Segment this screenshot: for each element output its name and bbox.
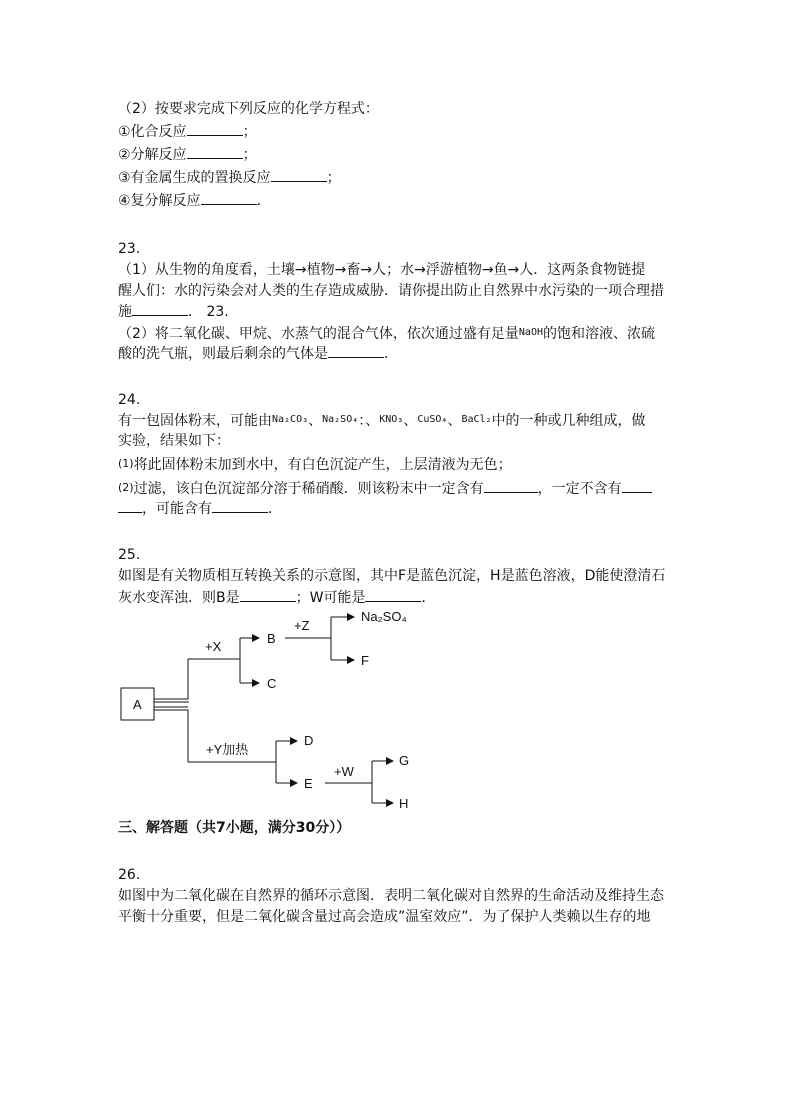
q22-item1-label: ①化合反应 xyxy=(118,124,187,140)
node-a: A xyxy=(133,697,142,712)
formula-cuso4: CuSO₄ xyxy=(417,414,448,425)
step-number: (2) xyxy=(118,481,134,494)
q23-line1: （1）从生物的角度看，土壤→植物→畜→人；水→浮游植物→鱼→人．这两条食物链提 xyxy=(118,262,646,278)
section3-title: 三、解答题（共7小题，满分30分）） xyxy=(118,820,351,836)
q26-line2: 平衡十分重要，但是二氧化碳含量过高会造成”温室效应”．为了保护人类赖以生存的地 xyxy=(118,909,651,925)
node-g: G xyxy=(399,753,410,768)
q22-intro: （2）按要求完成下列反应的化学方程式： xyxy=(118,101,379,117)
naoh-formula: NaOH xyxy=(518,327,543,338)
q22-item2-label: ②分解反应 xyxy=(118,147,187,163)
label-plus-x: +X xyxy=(205,639,222,654)
q23-text: （2）将二氧化碳、甲烷、水蒸气的混合气体，依次通过盛有足量 xyxy=(118,326,519,342)
q24-text: 将此固体粉末加到水中，有白色沉淀产生，上层清液为无色； xyxy=(133,457,512,473)
q23-number: 23. xyxy=(118,241,141,257)
q23-text: 施 xyxy=(118,304,132,320)
q26-number: 26. xyxy=(118,867,141,883)
label-plus-y-heat: +Y加热 xyxy=(206,742,249,757)
q24-sep: 、 xyxy=(403,413,418,429)
formula-bacl2: BaCl₂ xyxy=(461,414,492,425)
q24-text: 有一包固体粉末，可能由 xyxy=(118,413,272,429)
q22-item3-label: ③有金属生成的置换反应 xyxy=(118,170,271,186)
node-f: F xyxy=(361,653,369,668)
q23-text: 酸的洗气瓶，则最后剩余的气体是 xyxy=(118,346,328,362)
q22-punct: ． xyxy=(256,193,271,209)
node-c: C xyxy=(267,676,277,691)
q24-text: 中的一种或几种组成，做 xyxy=(491,413,646,429)
q23-text: ． xyxy=(384,346,398,362)
q22-item4-label: ④复分解反应 xyxy=(118,193,201,209)
q24-text: ． xyxy=(268,501,282,517)
q24-line2: 实验，结果如下： xyxy=(118,433,230,449)
q23-text: 的饱和溶液、浓硫 xyxy=(543,326,655,342)
q24-sep: 、 xyxy=(447,413,462,429)
node-d: D xyxy=(304,733,314,748)
q24-text: ，可能含有 xyxy=(142,501,212,517)
formula-na2so4: Na₂SO₄ xyxy=(322,414,359,425)
connector-line xyxy=(154,659,188,699)
node-b: B xyxy=(267,631,276,646)
q25-number: 25. xyxy=(118,547,141,563)
q23-text: ． 23. xyxy=(188,304,229,320)
node-h: H xyxy=(399,796,409,811)
q22-punct: ； xyxy=(242,147,257,163)
node-e: E xyxy=(304,776,313,791)
q24-text: ，一定不含有 xyxy=(537,481,622,497)
label-plus-w: +W xyxy=(334,764,354,779)
step-number: (1) xyxy=(118,457,134,470)
formula-kno3: KNO₃ xyxy=(379,414,404,425)
q24-sep: ：、 xyxy=(358,413,380,429)
q25-text: 灰水变浑浊．则B是 xyxy=(118,590,240,606)
q25-text: ；W可能是 xyxy=(295,590,366,606)
q25-line1: 如图是有关物质相互转换关系的示意图，其中F是蓝色沉淀，H是蓝色溶液，D能使澄清石 xyxy=(118,568,666,584)
formula-na2co3: Na₂CO₃ xyxy=(272,414,309,425)
q23-line2: 醒人们：水的污染会对人类的生存造成威胁．请你提出防止自然界中水污染的一项合理措 xyxy=(118,283,664,299)
connector-line xyxy=(154,710,188,762)
q22-punct: ； xyxy=(242,124,257,140)
q24-number: 24. xyxy=(118,392,141,408)
q22-punct: ； xyxy=(326,170,341,186)
q24-sep: 、 xyxy=(308,413,323,429)
q24-text: 过滤，该白色沉淀部分溶于稀硝酸．则该粉末中一定含有 xyxy=(133,481,484,497)
q25-text: ． xyxy=(421,590,436,606)
label-plus-z: +Z xyxy=(294,618,310,633)
q26-line1: 如图中为二氧化碳在自然界的循环示意图．表明二氧化碳对自然界的生命活动及维持生态 xyxy=(118,888,664,904)
node-na2so4: Na₂SO₄ xyxy=(361,609,407,624)
